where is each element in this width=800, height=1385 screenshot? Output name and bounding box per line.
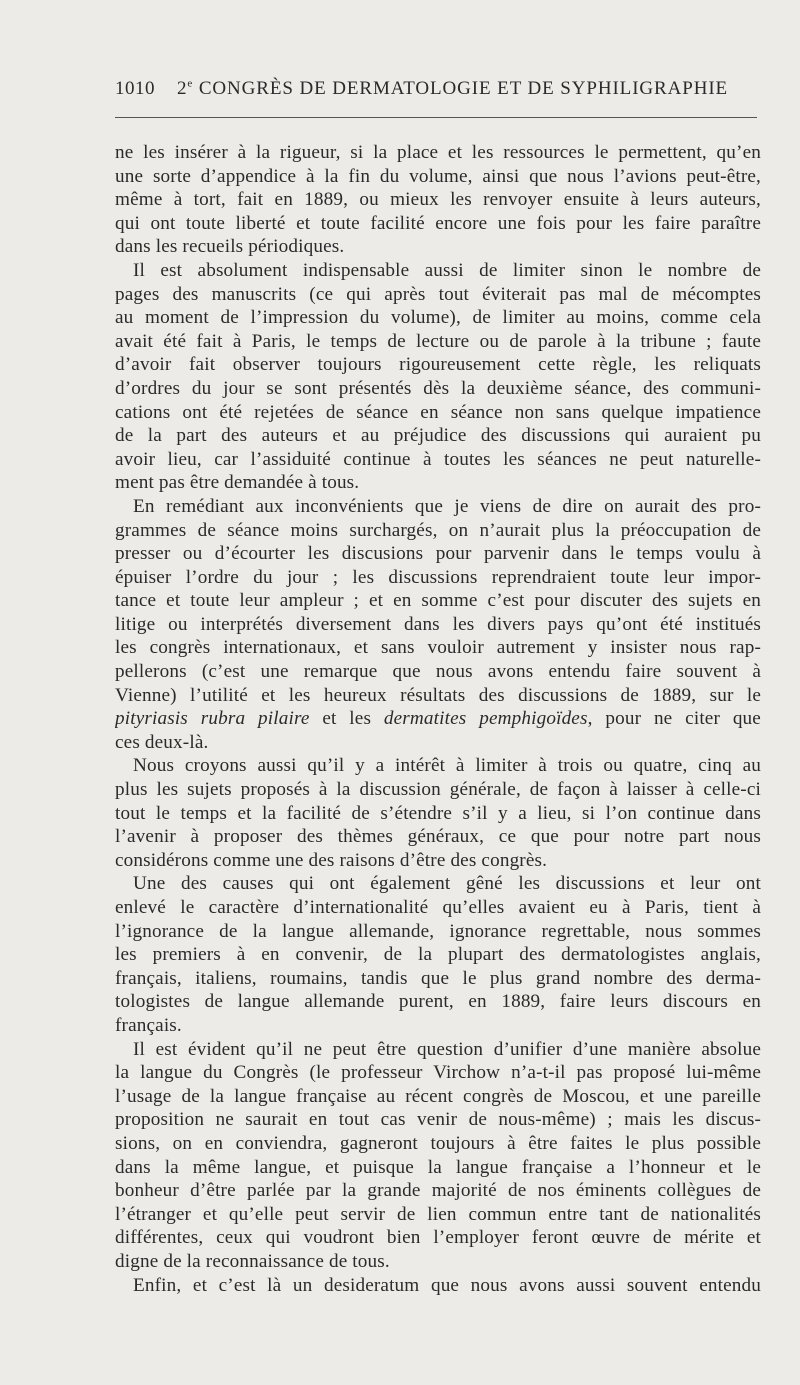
- text-line: Enfin, et c’est là un desideratum que nous avons aussi souvent entendu: [133, 1274, 761, 1296]
- running-title: [177, 78, 728, 99]
- text-line: [115, 707, 761, 731]
- body-text: [115, 141, 761, 1297]
- text-line: Une des causes qui ont également gêné les discussions et leur ont: [133, 873, 761, 895]
- text-line: dans les recueils périodiques.: [115, 236, 345, 258]
- text-line: au moment de l’impression du volume), de limiter au moins, comme cela: [115, 307, 761, 329]
- text-line: litige ou interprétés diversement dans les divers pays qu’ont été institués: [115, 613, 761, 635]
- text-line: même à tort, fait en 1889, ou mieux les renvoyer ensuite à leurs auteurs,: [115, 189, 761, 211]
- text-line: français.: [115, 1014, 182, 1036]
- title-superscript: e: [187, 78, 194, 90]
- page-number: 1010: [115, 78, 155, 100]
- text-line: d’avoir fait observer toujours rigoureusement cette règle, les reliquats: [115, 354, 761, 376]
- text-line: d’ordres du jour se sont présentés dès la deuxième séance, des communi-: [115, 377, 761, 399]
- text-line: Nous croyons aussi qu’il y a intérêt à limiter à trois ou quatre, cinq au: [133, 755, 761, 777]
- running-header: [115, 78, 757, 100]
- text-line: français, italiens, roumains, tandis que le plus grand nombre des derma-: [115, 967, 761, 989]
- text-line: dans la même langue, et puisque la langue française a l’honneur et le: [115, 1156, 761, 1178]
- text-line: tologistes de langue allemande purent, en 1889, faire leurs discours en: [115, 991, 761, 1013]
- text-line: l’usage de la langue française au récent congrès de Moscou, et une pareille: [115, 1085, 761, 1107]
- text-line: différentes, ceux qui voudront bien l’employer feront œuvre de mérite et: [115, 1227, 761, 1249]
- text-line: digne de la reconnaissance de tous.: [115, 1250, 390, 1272]
- italic-term: pityriasis rubra pilaire: [115, 708, 310, 730]
- text-line: de la part des auteurs et au préjudice des discussions qui auraient pu: [115, 425, 761, 447]
- text-line: Il est absolument indispensable aussi de limiter sinon le nombre de: [133, 259, 761, 281]
- text-line: les congrès internationaux, et sans vouloir autrement y insister nous rap-: [115, 637, 761, 659]
- text-line: pellerons (c’est une remarque que nous avons entendu faire souvent à: [115, 661, 761, 683]
- text-segment: , pour ne citer que: [587, 708, 761, 730]
- title-number: 2: [177, 78, 188, 100]
- header-rule: [115, 117, 757, 118]
- text-line: tance et toute leur ampleur ; et en somme c’est pour discuter des sujets en: [115, 590, 761, 612]
- text-line: presser ou d’écourter les discusions pour parvenir dans le temps voulu à: [115, 543, 761, 565]
- text-line: grammes de séance moins surchargés, on n’aurait plus la préoccupation de: [115, 519, 761, 541]
- text-line: une sorte d’appendice à la fin du volume, ainsi que nous l’avions peut-être,: [115, 165, 761, 187]
- text-line: proposition ne saurait en tout cas venir de nous-même) ; mais les discus-: [115, 1109, 761, 1131]
- text-line: qui ont toute liberté et toute facilité encore une fois pour les faire paraître: [115, 212, 761, 234]
- text-line: l’étranger et qu’elle peut servir de lien commun entre tant de nationalités: [115, 1203, 761, 1225]
- text-line: En remédiant aux inconvénients que je viens de dire on aurait des pro-: [133, 495, 761, 517]
- text-line: avoir lieu, car l’assiduité continue à toutes les séances ne peut naturelle-: [115, 448, 761, 470]
- text-segment: et les: [309, 708, 384, 730]
- text-line: sions, on en conviendra, gagneront toujours à être faites le plus possible: [115, 1132, 761, 1154]
- text-line: ces deux-là.: [115, 731, 209, 753]
- text-line: Vienne) l’utilité et les heureux résultats des discussions de 1889, sur le: [115, 684, 761, 706]
- text-line: enlevé le caractère d’internationalité qu’elles avaient eu à Paris, tient à: [115, 897, 761, 918]
- italic-term: dermatites pemphigoïdes: [383, 708, 588, 730]
- text-line: cations ont été rejetées de séance en séance non sans quelque impatience: [115, 401, 761, 423]
- text-line: ne les insérer à la rigueur, si la place et les ressources le permettent, qu’en: [115, 142, 761, 163]
- text-line: les premiers à en convenir, de la plupart des dermatologistes anglais,: [115, 944, 761, 966]
- text-line: Il est évident qu’il ne peut être question d’unifier d’une manière absolue: [133, 1038, 761, 1060]
- text-line: épuiser l’ordre du jour ; les discussions reprendraient toute leur impor-: [115, 566, 761, 588]
- text-line: plus les sujets proposés à la discussion générale, de façon à laisser à celle-ci: [115, 779, 761, 801]
- title-text: CONGRÈS DE DERMATOLOGIE ET DE SYPHILIGRAPHIE: [193, 78, 729, 100]
- text-line: bonheur d’être parlée par la grande majorité de nos éminents collègues de: [115, 1180, 761, 1202]
- text-line: la langue du Congrès (le professeur Virchow n’a-t-il pas proposé lui-même: [115, 1062, 761, 1084]
- text-line: tout le temps et la facilité de s’étendre s’il y a lieu, si l’on continue dans: [115, 802, 761, 824]
- text-line: l’ignorance de la langue allemande, ignorance regrettable, nous sommes: [115, 920, 761, 942]
- text-line: considérons comme une des raisons d’être des congrès.: [115, 849, 548, 871]
- text-line: l’avenir à proposer des thèmes généraux, ce que pour notre part nous: [115, 826, 761, 848]
- text-line: ment pas être demandée à tous.: [115, 472, 360, 494]
- text-line: avait été fait à Paris, le temps de lecture ou de parole à la tribune ; faute: [115, 330, 761, 352]
- text-line: pages des manuscrits (ce qui après tout éviterait pas mal de mécomptes: [115, 283, 761, 305]
